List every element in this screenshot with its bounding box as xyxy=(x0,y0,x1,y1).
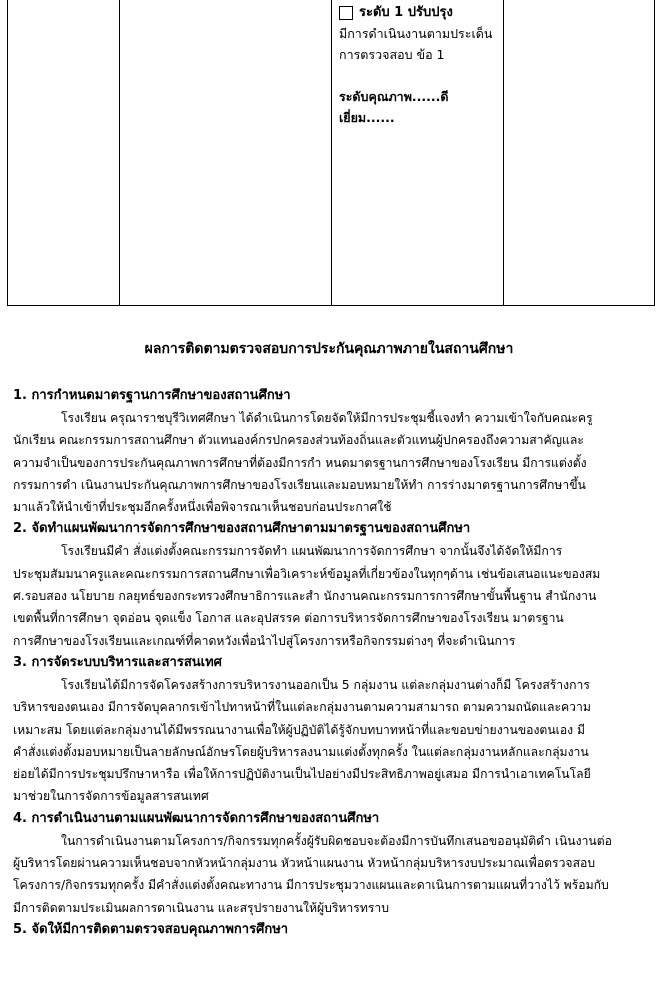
paragraph-line: ความจำเป็นของการประกันคุณภาพการศึกษาที่ต้องมีการกำ หนดมาตรฐานการศึกษาของโรงเรียน มีการแต่งตั้ง xyxy=(13,455,587,470)
paragraph-line: โครงการ/กิจกรรมทุกครั้ง มีคำสั่งแต่งตั้งคณะทางาน มีการประชุมวางแผนและดาเนินการตามแผนที่วางไว้ พร้อมกับ xyxy=(13,878,609,893)
page-title: ผลการติดตามตรวจสอบการประกันคุณภาพภายในสถานศึกษา xyxy=(144,341,514,357)
section-paragraph xyxy=(13,830,648,919)
paragraph-line: บริหารของตนเอง มีการจัดบุคลากรเข้าไปทาหน้าที่ในแต่ละกลุ่มงานตามความสามารถ ตามความถนัดและความ xyxy=(13,700,591,715)
paragraph-line: การศึกษาของโรงเรียนและเกณฑ์ที่คาดหวังเพื่อนำไปสู่โครงการหรือกิจกรรมต่างๆ ที่จะดำเนินการ xyxy=(13,633,516,648)
section-heading: 3. การจัดระบบบริหารและสารสนเทศ xyxy=(13,654,222,670)
paragraph-line: โรงเรียน ครุณาราชบุรีวิเทศศึกษา ได้ดำเนินการโดยจัดให้มีการประชุมชี้แจงทำ ความเข้าใจกับคณะครู xyxy=(61,411,593,425)
paragraph-line: นักเรียน คณะกรรมการสถานศึกษา ตัวแทนองค์กรปกครองส่วนท้องถิ่นและตัวแทนผู้ปกครองถึงความสาคัญและ xyxy=(13,433,584,448)
paragraph-line: ย่อยได้มีการประชุมปรึกษาหารือ เพื่อให้การปฏิบัติงานเป็นไปอย่างมีประสิทธิภาพอยู่เสมอ มีการนำเอาเทคโนโลยี xyxy=(13,767,591,782)
table-row xyxy=(8,0,655,306)
result-line-2: การตรวจสอบ ข้อ 1 xyxy=(339,47,445,62)
section-paragraph xyxy=(13,407,648,518)
report-body xyxy=(13,385,648,941)
paragraph-line: เหมาะสม โดยแต่ละกลุ่มงานได้มีพรรณนางานเพื่อให้ผู้ปฏิบัติได้รู้จักบทบาทหน้าที่และขอบข่ายงานของตนเอง มี xyxy=(13,722,586,737)
level-1-checkbox-row xyxy=(339,2,503,23)
section-5 xyxy=(13,919,648,941)
section-2 xyxy=(13,518,648,651)
paragraph-line: กรรมการดำ เนินงานประกันคุณภาพการศึกษาของโรงเรียนและมอบหมายให้ทำ การร่างมาตรฐานการศึกษาขึ้น xyxy=(13,477,586,492)
paragraph-line: มาแล้วให้นำเข้าที่ประชุมอีกครั้งหนึ่งเพื่อพิจารณาเห็นชอบก่อนประกาศใช้ xyxy=(13,500,392,515)
paragraph-line: ผู้บริหารโดยผ่านความเห็นชอบจากหัวหน้ากลุ่มงาน หัวหน้าแผนงาน หัวหน้ากลุ่มบริหารงบประมาณเพื่อตรวจสอบ xyxy=(13,856,596,871)
paragraph-line: มีการติดตามประเมินผลการดาเนินงาน และสรุปรายงานให้ผู้บริหารทราบ xyxy=(13,900,389,915)
section-paragraph xyxy=(13,674,648,808)
paragraph-line: คำสั่งแต่งตั้งมอบหมายเป็นลายลักษณ์อักษรโดยผู้บริหารลงนามแต่งตั้งทุกครั้ง ในแต่ละกลุ่มงานหลักและกลุ่มงาน xyxy=(13,744,589,759)
section-1 xyxy=(13,385,648,518)
section-paragraph xyxy=(13,540,648,651)
evaluation-table-fragment xyxy=(7,0,655,306)
paragraph-line: ศ.รอบสอง นโยบาย กลยุทธ์ของกระทรวงศึกษาธิการและสำ นักงานคณะกรรมการการศึกษาขั้นพื้นฐาน สำนักงาน xyxy=(13,589,597,604)
section-heading: 2. จัดทำแผนพัฒนาการจัดการศึกษาของสถานศึกษาตามมาตรฐานของสถานศึกษา xyxy=(13,521,471,537)
table-cell-empty-1 xyxy=(8,0,120,306)
paragraph-line: ประชุมสัมมนาครูและคณะกรรมการสถานศึกษาเพื่อวิเคราะห์ข้อมูลที่เกี่ยวข้องในทุกๆด้าน เช่นข้อเสนอแนะของสม xyxy=(13,566,601,581)
paragraph-line: มาช่วยในการจัดการข้อมูลสารสนเทศ xyxy=(13,789,209,804)
table-cell-empty-2 xyxy=(120,0,332,306)
paragraph-line: โรงเรียนมีคำ สั่งแต่งตั้งคณะกรรมการจัดทำ แผนพัฒนาการจัดการศึกษา จากนั้นจึงได้จัดให้มีการ xyxy=(61,544,563,559)
paragraph-line: ในการดำเนินงานตามโครงการ/กิจกรรมทุกครั้งผู้รับผิดชอบจะต้องมีการบันทึกเสนอขออนุมัติดำ เนินงานต่อ xyxy=(61,833,613,848)
table-cell-result xyxy=(332,0,504,306)
section-heading: 4. การดำเนินงานตามแผนพัฒนาการจัดการศึกษาของสถานศึกษา xyxy=(13,810,380,826)
quality-level: ระดับคุณภาพ......ดีเยี่ยม...... xyxy=(339,89,449,125)
table-cell-empty-4 xyxy=(504,0,655,306)
result-line-1: มีการดำเนินงานตามประเด็น xyxy=(339,26,493,41)
paragraph-line: โรงเรียนได้มีการจัดโครงสร้างการบริหารงานออกเป็น 5 กลุ่มงาน แต่ละกลุ่มงานต่างก็มี โครงสร้างการ xyxy=(61,677,590,692)
section-3 xyxy=(13,652,648,808)
evaluation-table xyxy=(7,0,655,306)
level-1-label: ระดับ 1 ปรับปรุง xyxy=(359,5,453,20)
section-4 xyxy=(13,808,648,919)
section-heading: 1. การกำหนดมาตรฐานการศึกษาของสถานศึกษา xyxy=(13,388,291,403)
paragraph-line: เขตพื้นที่การศึกษา จุดอ่อน จุดแข็ง โอกาส และอุปสรรค ต่อการบริหารจัดการศึกษาของโรงเรียน มาตรฐาน xyxy=(13,611,564,626)
checkbox-icon xyxy=(339,6,353,20)
section-heading: 5. จัดให้มีการติดตามตรวจสอบคุณภาพการศึกษา xyxy=(13,921,289,937)
